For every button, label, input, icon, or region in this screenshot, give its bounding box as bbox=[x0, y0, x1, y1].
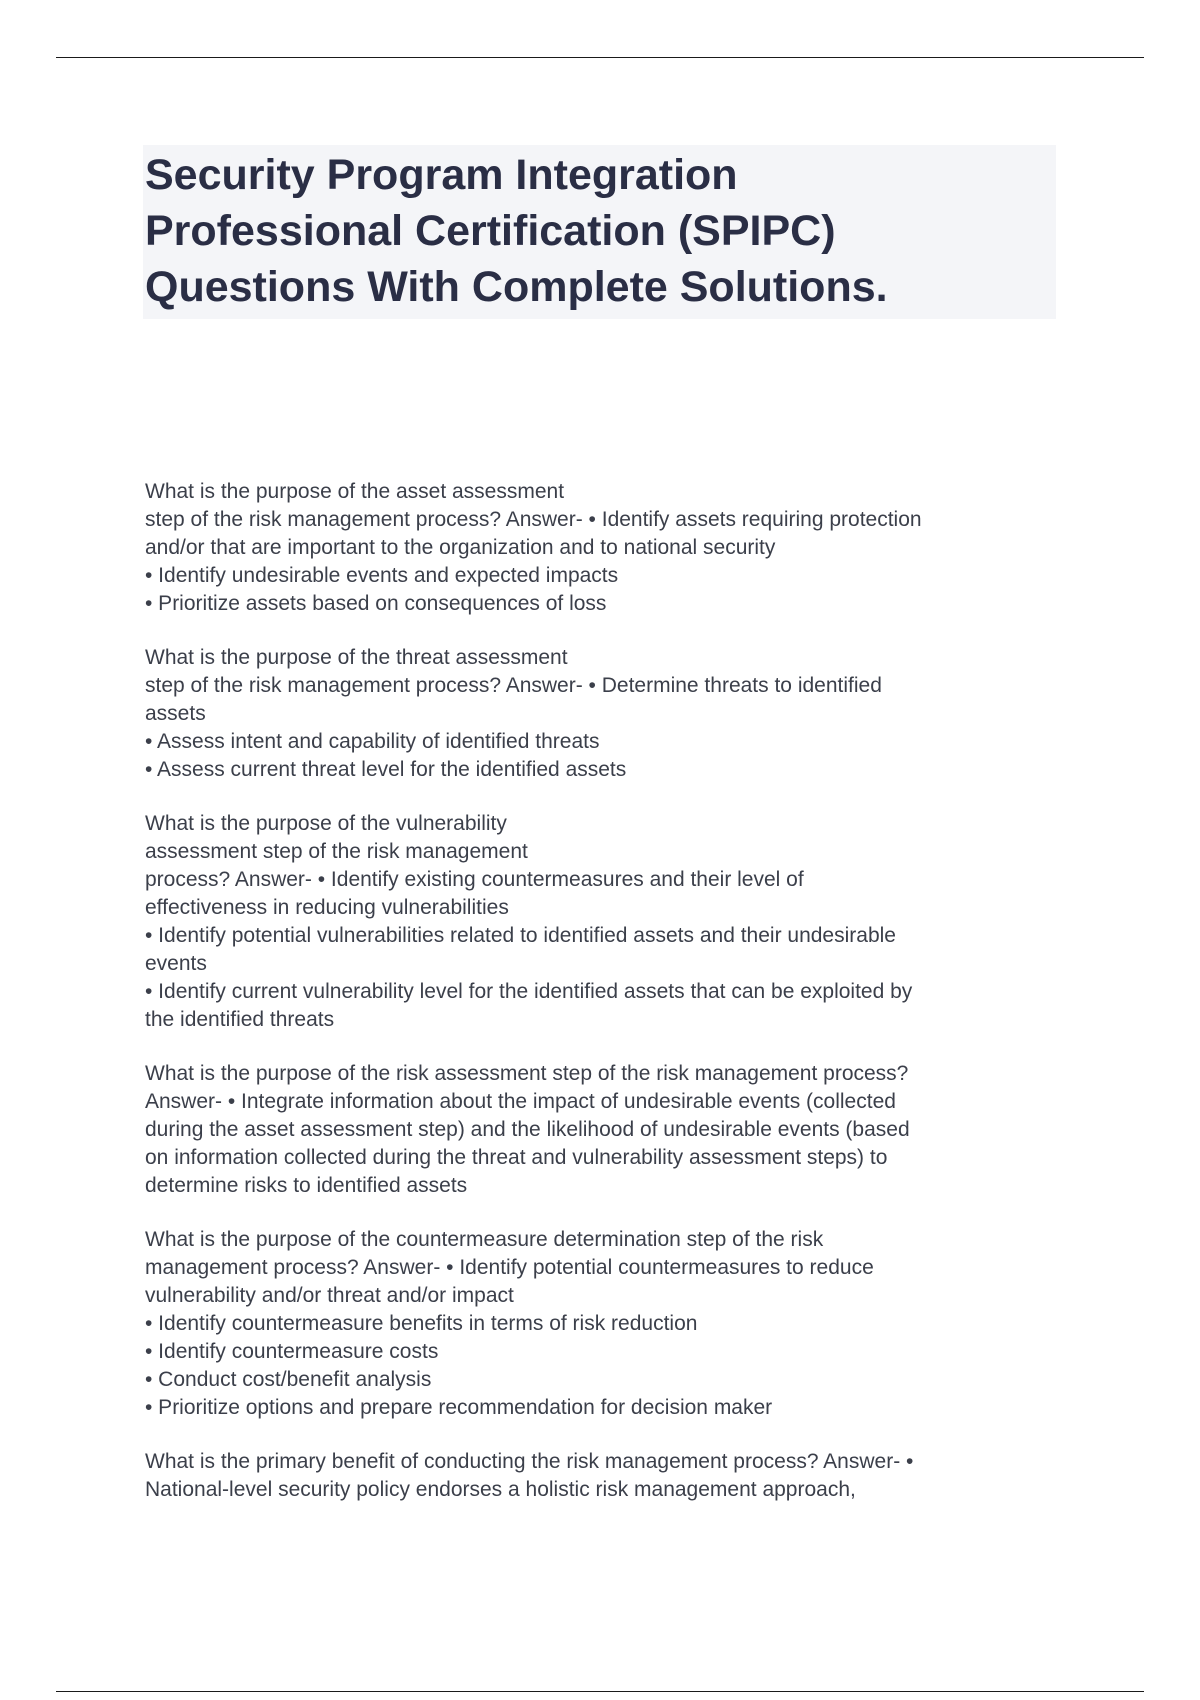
document-title bbox=[143, 145, 1056, 319]
text-line: and/or that are important to the organization and to national security bbox=[145, 536, 776, 559]
text-line: on information collected during the threat and vulnerability assessment steps) to bbox=[145, 1146, 888, 1169]
text-line: assessment step of the risk management bbox=[145, 840, 528, 863]
title-line: Security Program Integration bbox=[145, 151, 738, 199]
qa-item-vulnerability-assessment bbox=[145, 810, 1065, 1034]
qa-item-risk-assessment bbox=[145, 1060, 1065, 1200]
text-line: • Prioritize assets based on consequences of loss bbox=[145, 592, 607, 615]
text-line: What is the purpose of the threat assessment bbox=[145, 646, 568, 669]
qa-item-threat-assessment bbox=[145, 644, 1065, 784]
top-rule bbox=[56, 57, 1144, 58]
text-line: during the asset assessment step) and the likelihood of undesirable events (based bbox=[145, 1118, 910, 1141]
text-line: What is the purpose of the countermeasure determination step of the risk bbox=[145, 1228, 824, 1251]
text-line: the identified threats bbox=[145, 1008, 335, 1031]
qa-item-asset-assessment bbox=[145, 478, 1065, 618]
text-line: • Identify potential vulnerabilities related to identified assets and their undesirable bbox=[145, 924, 896, 947]
text-line: step of the risk management process? Answer- • Determine threats to identified bbox=[145, 674, 882, 697]
text-line: process? Answer- • Identify existing countermeasures and their level of bbox=[145, 868, 804, 891]
qa-item-countermeasure-determination bbox=[145, 1226, 1065, 1422]
text-line: events bbox=[145, 952, 207, 975]
text-line: • Assess intent and capability of identified threats bbox=[145, 730, 600, 753]
text-line: effectiveness in reducing vulnerabilities bbox=[145, 896, 509, 919]
text-line: Answer- • Integrate information about the impact of undesirable events (collected bbox=[145, 1090, 896, 1113]
text-line: What is the purpose of the risk assessment step of the risk management process? bbox=[145, 1062, 909, 1085]
text-line: determine risks to identified assets bbox=[145, 1174, 468, 1197]
text-line: step of the risk management process? Answer- • Identify assets requiring protection bbox=[145, 508, 922, 531]
text-line: management process? Answer- • Identify potential countermeasures to reduce bbox=[145, 1256, 874, 1279]
text-line: National-level security policy endorses a holistic risk management approach, bbox=[145, 1478, 856, 1501]
text-line: What is the purpose of the asset assessment bbox=[145, 480, 565, 503]
text-line: What is the primary benefit of conducting the risk management process? Answer- • bbox=[145, 1450, 914, 1473]
text-line: • Identify undesirable events and expected impacts bbox=[145, 564, 619, 587]
qa-item-primary-benefit bbox=[145, 1448, 1065, 1504]
text-line: • Identify countermeasure costs bbox=[145, 1340, 439, 1363]
bottom-rule bbox=[56, 1691, 1144, 1692]
text-line: • Prioritize options and prepare recommendation for decision maker bbox=[145, 1396, 773, 1419]
text-line: assets bbox=[145, 702, 206, 725]
title-line: Professional Certification (SPIPC) bbox=[145, 207, 836, 255]
text-line: What is the purpose of the vulnerability bbox=[145, 812, 507, 835]
qa-list bbox=[145, 478, 1065, 1530]
text-line: • Identify current vulnerability level for the identified assets that can be exploited by bbox=[145, 980, 913, 1003]
text-line: • Identify countermeasure benefits in terms of risk reduction bbox=[145, 1312, 698, 1335]
text-line: vulnerability and/or threat and/or impact bbox=[145, 1284, 514, 1307]
title-line: Questions With Complete Solutions. bbox=[145, 263, 888, 311]
text-line: • Assess current threat level for the identified assets bbox=[145, 758, 627, 781]
text-line: • Conduct cost/benefit analysis bbox=[145, 1368, 432, 1391]
